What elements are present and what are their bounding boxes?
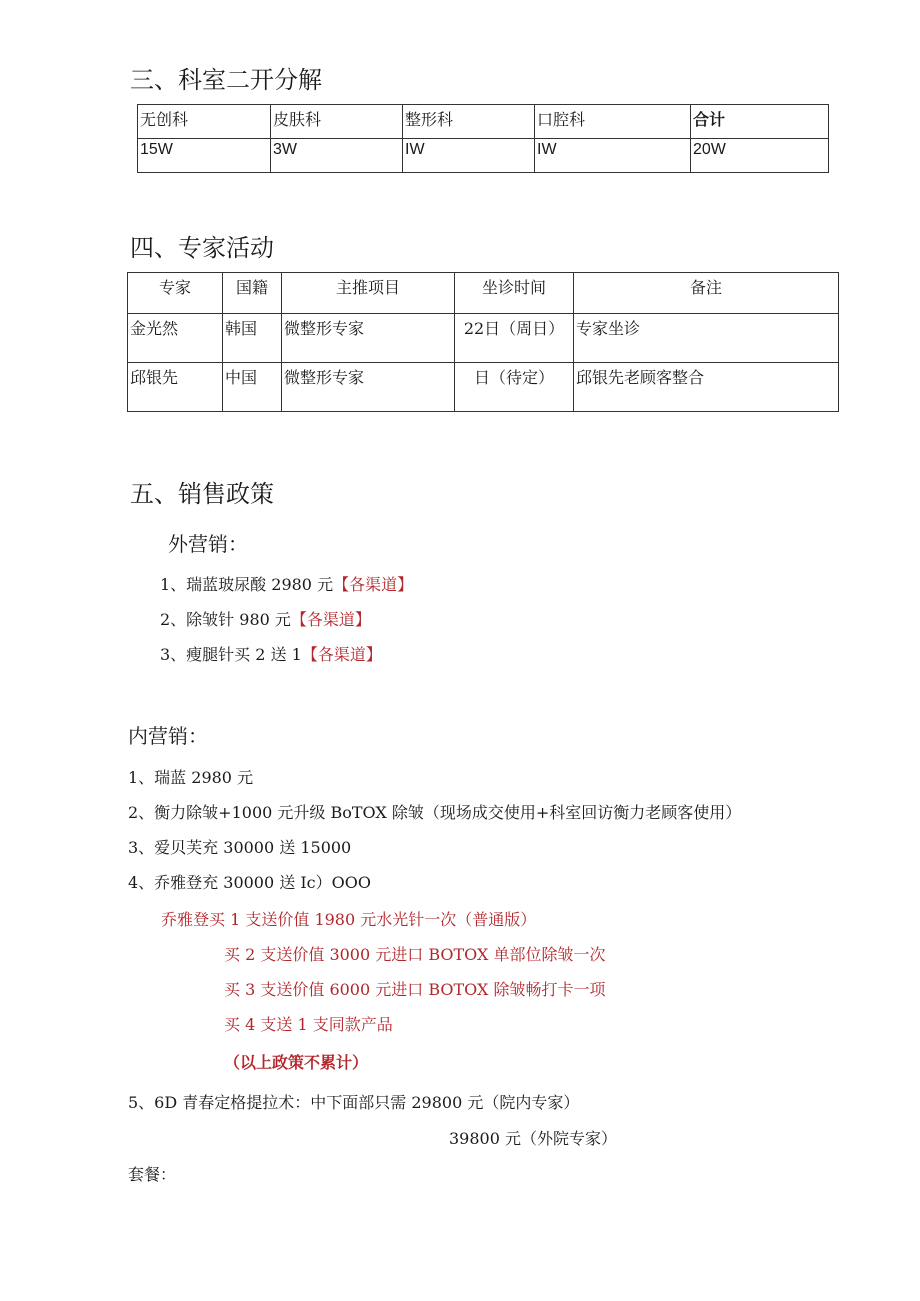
list-item: 4、乔雅登充 30000 送 Ic）OOO	[128, 873, 371, 892]
table-cell: 国籍	[223, 273, 282, 314]
list-item-text: 3、瘦腿针买 2 送 1	[160, 645, 302, 664]
department-table	[137, 104, 829, 173]
section-5-title: 五、销售政策	[130, 480, 274, 508]
expert-table	[127, 272, 839, 412]
section-4-title: 四、专家活动	[130, 234, 274, 262]
package-title: 套餐：	[128, 1165, 177, 1184]
table-cell: 微整形专家	[282, 314, 455, 363]
table-cell: 3W	[271, 139, 403, 173]
table-cell: 邱银先老顾客整合	[574, 363, 839, 412]
table-cell: 日（待定）	[455, 363, 574, 412]
table-cell: 22日（周日）	[455, 314, 574, 363]
channel-tag: 【各渠道】	[301, 645, 382, 664]
section-3-title: 三、科室二开分解	[130, 66, 322, 94]
promo-line: 乔雅登买 1 支送价值 1980 元水光针一次（普通版）	[161, 910, 537, 929]
promo-line: 买 2 支送价值 3000 元进口 BOTOX 单部位除皱一次	[224, 945, 606, 964]
promo-line: 买 3 支送价值 6000 元进口 BOTOX 除皱畅打卡一项	[224, 980, 606, 999]
list-item-text: 2、除皱针 980 元	[160, 610, 291, 629]
list-item: 5、6D 青春定格提拉术：中下面部只需 29800 元（院内专家）	[128, 1093, 580, 1112]
table-cell: 中国	[223, 363, 282, 412]
table-row	[128, 363, 839, 412]
table-row	[128, 314, 839, 363]
table-cell: 备注	[574, 273, 839, 314]
promo-line: 买 4 支送 1 支同款产品	[224, 1015, 393, 1034]
list-item: 1、瑞蓝 2980 元	[128, 768, 254, 787]
list-item	[160, 642, 382, 665]
table-header-row	[138, 105, 829, 139]
list-item-text: 1、瑞蓝玻尿酸 2980 元	[160, 575, 334, 594]
table-header-row	[128, 273, 839, 314]
table-cell: 微整形专家	[282, 363, 455, 412]
table-row	[138, 139, 829, 173]
table-cell: 金光然	[128, 314, 223, 363]
table-cell: 口腔科	[535, 105, 691, 139]
table-cell: 无创科	[138, 105, 271, 139]
table-cell: 15W	[138, 139, 271, 173]
channel-tag: 【各渠道】	[290, 610, 371, 629]
table-cell: 整形科	[403, 105, 535, 139]
table-cell: IW	[535, 139, 691, 173]
table-cell: 坐诊时间	[455, 273, 574, 314]
internal-marketing-title: 内营销：	[128, 724, 208, 748]
list-item: 3、爱贝芙充 30000 送 15000	[128, 838, 352, 857]
table-cell: IW	[403, 139, 535, 173]
table-cell: 合计	[691, 105, 829, 139]
list-item-continued: 39800 元（外院专家）	[449, 1129, 617, 1148]
list-item	[160, 572, 413, 595]
list-item	[160, 607, 371, 630]
external-marketing-title: 外营销：	[168, 532, 248, 556]
table-cell: 皮肤科	[271, 105, 403, 139]
table-cell: 20W	[691, 139, 829, 173]
table-cell: 专家	[128, 273, 223, 314]
list-item: 2、衡力除皱+1000 元升级 BoTOX 除皱（现场成交使用+科室回访衡力老顾客使用）	[128, 803, 742, 822]
table-cell: 邱银先	[128, 363, 223, 412]
table-cell: 主推项目	[282, 273, 455, 314]
policy-note: （以上政策不累计）	[224, 1053, 369, 1072]
table-cell: 专家坐诊	[574, 314, 839, 363]
table-cell: 韩国	[223, 314, 282, 363]
channel-tag: 【各渠道】	[333, 575, 414, 594]
